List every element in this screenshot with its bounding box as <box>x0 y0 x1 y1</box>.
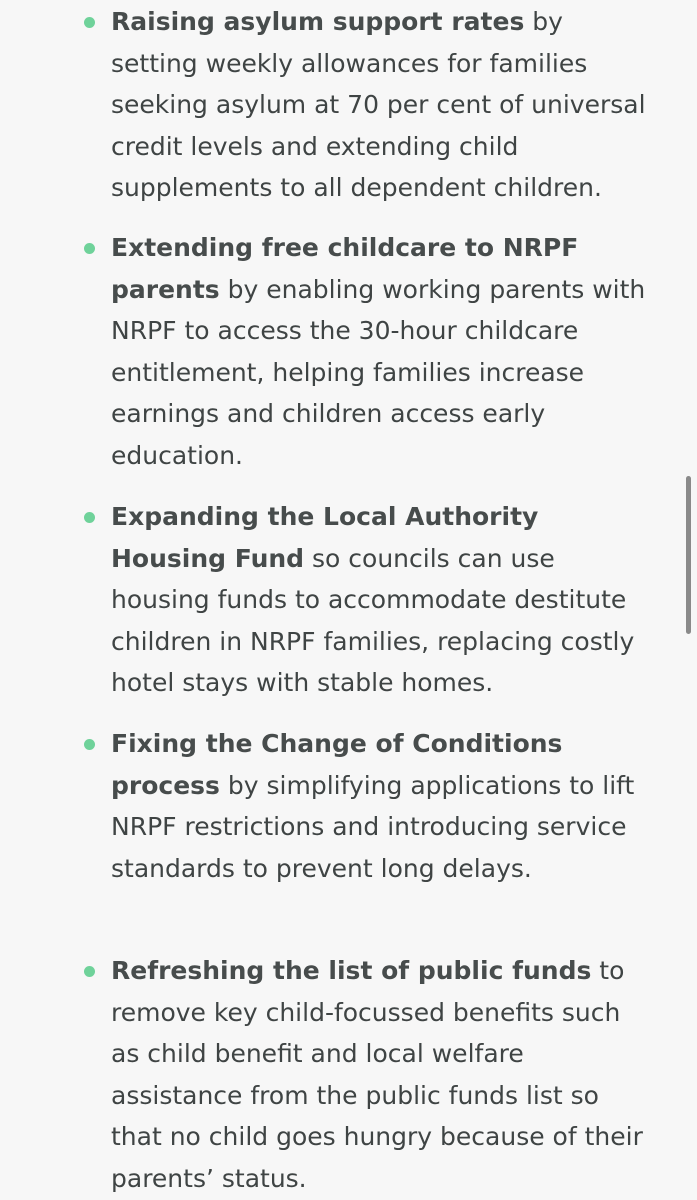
item-body-text: so councils can use housing funds to accommodate destitute children in NRPF families, replacing costly hotel stays with stable homes. <box>111 543 635 697</box>
item-body-text: by setting weekly allowances for families seeking asylum at 70 per cent of universal credit levels and extending child supplements to all dependent children. <box>111 7 646 202</box>
item-lead-text: Fixing the Change of Conditions process <box>111 729 563 800</box>
item-lead-text: Expanding the Local Authority Housing Fund <box>111 502 539 573</box>
list-item <box>111 723 651 889</box>
list-item <box>111 1 651 209</box>
bullet-icon <box>84 739 95 750</box>
item-body-text: to remove key child-focussed benefits such as child benefit and local welfare assistance from the public funds list so that no child goes hungry because of their parents’ status. <box>111 956 643 1193</box>
item-lead-text: Extending free childcare to NRPF parents <box>111 233 579 304</box>
bullet-icon <box>84 243 95 254</box>
scrollbar-thumb[interactable] <box>686 476 691 634</box>
bullet-icon <box>84 512 95 523</box>
item-body-text: by simplifying applications to lift NRPF restrictions and introducing service standards to prevent long delays. <box>111 770 635 883</box>
bullet-icon <box>84 966 95 977</box>
scrollbar[interactable] <box>689 0 697 1200</box>
bullet-icon <box>84 17 95 28</box>
list-item <box>111 227 651 476</box>
item-lead-text: Refreshing the list of public funds <box>111 956 592 985</box>
item-lead-text: Raising asylum support rates <box>111 7 525 36</box>
item-body-text: by enabling working parents with NRPF to access the 30-hour childcare entitlement, helping families increase earnings and children access early education. <box>111 274 646 470</box>
list-item <box>111 950 651 1199</box>
list-item <box>111 496 651 704</box>
